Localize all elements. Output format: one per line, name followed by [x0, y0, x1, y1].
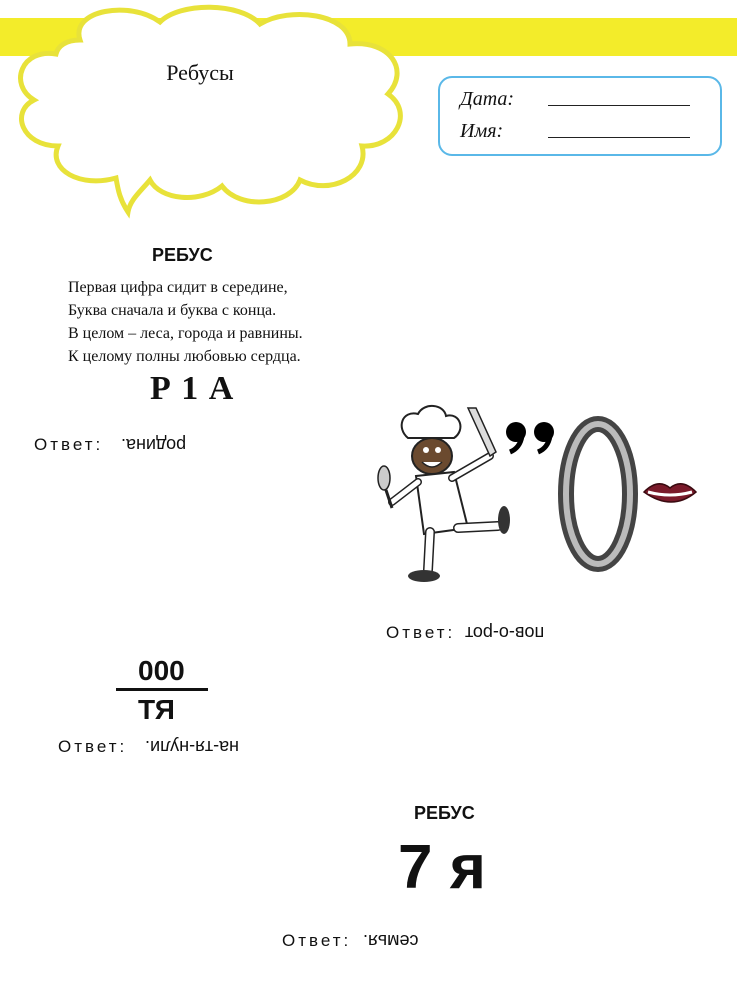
poem-line: Буква сначала и буква с конца. — [68, 302, 277, 319]
answer-label: Ответ: — [58, 737, 128, 756]
answer-label: Ответ: — [282, 931, 352, 950]
rebus3-answer — [58, 736, 239, 757]
name-label: Имя: — [460, 120, 504, 142]
rebus3-numerator: 000 — [138, 655, 185, 686]
chef-with-knife-icon — [378, 406, 510, 582]
fraction-line — [116, 688, 208, 691]
answer-label: Ответ: — [34, 435, 104, 454]
name-input-line[interactable] — [548, 137, 690, 138]
rebus2-answer — [386, 622, 544, 643]
answer-value: семья. — [363, 931, 419, 951]
rebus1-heading: РЕБУС — [152, 245, 213, 265]
answer-label: Ответ: — [386, 623, 456, 642]
answer-value: на-тя-нули. — [145, 737, 240, 757]
date-input-line[interactable] — [548, 105, 690, 106]
poem-line: В целом – леса, города и равнины. — [68, 325, 303, 342]
date-label: Дата: — [460, 88, 515, 110]
rebus4-puzzle: 7 я — [398, 833, 486, 902]
answer-value: родина. — [121, 435, 187, 455]
page-title: Ребусы — [166, 60, 234, 85]
name-row — [460, 120, 503, 143]
rebus1-answer — [34, 434, 186, 455]
comma-pair-icon — [506, 422, 554, 452]
rebus1-poem — [68, 276, 303, 368]
rebus4-heading: РЕБУС — [414, 803, 475, 823]
cloud-bubble-icon — [0, 0, 440, 230]
rebus2-picture — [372, 398, 712, 588]
poem-line: Первая цифра сидит в середине, — [68, 279, 288, 296]
poem-line: К целому полны любовью сердца. — [68, 348, 301, 365]
rebus4-answer — [282, 930, 419, 951]
rebus1-puzzle: Р 1 А — [150, 370, 234, 407]
date-row — [460, 88, 514, 111]
answer-value: пов-о-рот — [465, 623, 545, 643]
rebus3-denominator: ТЯ — [138, 694, 175, 725]
zero-ring-icon — [566, 424, 630, 564]
date-name-card — [438, 76, 722, 156]
lips-icon — [644, 484, 696, 502]
